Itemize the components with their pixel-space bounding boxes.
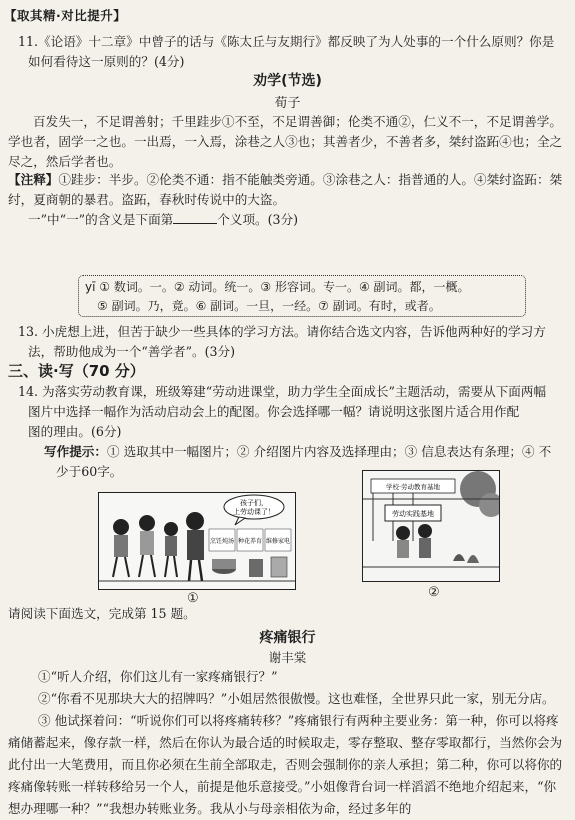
reading-intro: 请阅读下面选文，完成第 15 题。: [8, 606, 196, 621]
hint-label: 写作提示：: [44, 444, 107, 459]
question-14-line2: 图片中选择一幅作为活动启动会上的配图。你会选择哪一幅？请说明这张图片适合用作配: [28, 404, 520, 419]
activity-tag-1: 烹饪炖汤: [209, 538, 235, 545]
dict-row-1: yī ① 数词。一。② 动词。统一。③ 形容词。专一。④ 副词。都，一概。: [85, 280, 470, 294]
question-11: [18, 32, 563, 72]
passage-notes: [8, 170, 563, 210]
activity-tag-2: 种花养育: [237, 538, 263, 545]
question-14-line1: 14. 为落实劳动教育课，班级筹建“劳动进课堂，助力学生全面成长”主题活动，需要从下面两幅: [18, 384, 547, 399]
garden-board: 劳动实践基地: [392, 510, 434, 518]
passage-title: 劝学(节选): [253, 73, 322, 89]
picture-1-illustration: [99, 493, 295, 589]
picture-2: [362, 470, 500, 582]
picture-2-illustration: [363, 471, 499, 581]
section-heading: 三、读·写（70 分）: [8, 362, 145, 380]
question-13-line1: 13. 小虎想上进，但苦于缺少一些具体的学习方法。请你结合选文内容，告诉他两种好的学习方: [18, 324, 546, 339]
question-12: [18, 210, 563, 230]
question-13: [18, 322, 563, 362]
speech-bubble-line1: 孩子们，: [240, 499, 268, 507]
picture-2-caption: ②: [428, 585, 440, 600]
answer-blank[interactable]: [173, 211, 217, 224]
story-paragraph-2: ②“你看不见那块大大的招牌吗？”小姐居然很傲慢。这也难怪，全世界只此一家，别无分店。: [38, 691, 555, 706]
passage-text: 百发失一，不足谓善射；千里跬步①不至，不足谓善御；伦类不通②，仁义不一，不足谓善学。学也者，固学一之也。一出焉，一入焉，涂巷之人③也；其善者少，不善者多，桀纣盗跖④也；全之尽之，然后学者也。: [8, 114, 563, 169]
picture-1-caption: ①: [187, 591, 199, 606]
speech-bubble-line2: 上劳动课了！: [233, 508, 275, 516]
story-title: 疼痛银行: [259, 630, 316, 646]
dict-row-2: ⑤ 副词。乃，竟。⑥ 副词。一旦，一经。⑦ 副词。有时，或者。: [97, 299, 441, 313]
question-12-line2b: 个义项。(3分): [217, 212, 299, 227]
activity-tag-3: 维修家电: [265, 538, 291, 545]
question-13-line2: 法，帮助他成为一个“善学者”。(3分): [28, 344, 236, 359]
hint-line2: 少于60字。: [56, 464, 123, 479]
notes-label: 【注释】: [8, 172, 59, 187]
story-paragraph-1: ①“听人介绍，你们这儿有一家疼痛银行？”: [38, 669, 278, 684]
garden-sign: 学校·劳动教育基地: [385, 483, 441, 491]
question-12-line2a: 一”中“一”的含义是下面第: [28, 212, 174, 227]
section-tag: 【取其精·对比提升】: [4, 8, 127, 23]
question-11-line1: 11.《论语》十二章》中曾子的话与《陈太丘与友期行》都反映了为人处事的一个什么原则？你是: [18, 34, 555, 49]
hint-line1: ① 选取其中一幅图片；② 介绍图片内容及选择理由；③ 信息表达有条理；④ 不: [106, 444, 552, 459]
question-14-line3: 图的理由。(6分): [28, 424, 122, 439]
story-paragraph-3: ③ 他试探着问：“听说你们可以将疼痛转移？”疼痛银行有两种主要业务：第一种，你可以将疼痛储蓄起来，像存款一样，然后在你认为最合适的时候取走，零存整取、整存零取都行，当然你会为此付出一大笔费用，而且你必须在生前全部取走，否则会强制你的亲人承担；第二种，你可以将你的疼痛像转账一样转移给另一个人，前提是他乐意接受。”小姐像背台词一样滔滔不绝地介绍起来，“你想办理哪一种？”“我想办转账业务。我从小与母亲相依为命，经过多年的: [8, 713, 563, 816]
picture-1: [98, 492, 296, 590]
question-14: [18, 382, 563, 442]
dictionary-entry-box: [78, 275, 526, 317]
notes-text: ①跬步：半步。②伦类不通：指不能触类旁通。③涂巷之人：指普通的人。④桀纣盗跖：桀纣，夏商朝的暴君。盗跖，春秋时传说中的大盗。: [8, 172, 563, 207]
passage-author: 荀子: [274, 96, 301, 111]
question-11-line2: 如何看待这一原则的？(4分): [28, 54, 185, 69]
story-author: 谢丰棠: [268, 650, 307, 665]
